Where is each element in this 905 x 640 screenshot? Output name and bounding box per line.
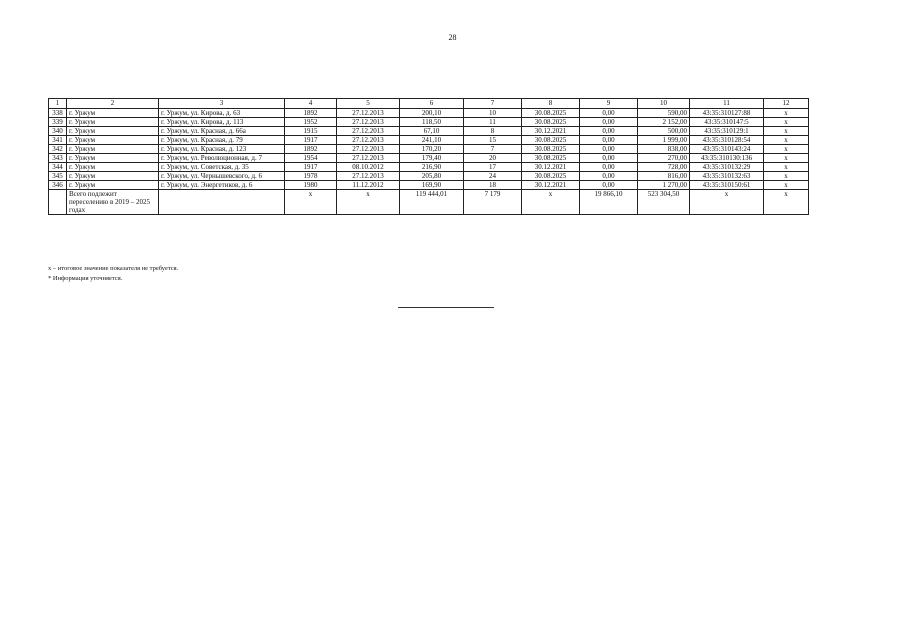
table-cell-c9: 0,00 [580, 145, 638, 154]
table-cell-cadastral: 43:35:310127:88 [690, 109, 764, 118]
table-cell-date: 27.12.2013 [337, 145, 400, 154]
table-cell-residents: 10 [464, 109, 522, 118]
table-cell-date: 27.12.2013 [337, 172, 400, 181]
table-cell-date: 27.12.2013 [337, 136, 400, 145]
table-cell-area: 118,50 [400, 118, 464, 127]
table-cell-year: 1892 [285, 109, 337, 118]
table-cell-c12: х [764, 163, 809, 172]
table-cell-date: 08.10.2012 [337, 163, 400, 172]
table-cell-c12: х [764, 127, 809, 136]
table-cell-residents: 8 [464, 127, 522, 136]
table-cell-cadastral: 43:35:310130:136 [690, 154, 764, 163]
column-header: 5 [337, 99, 400, 109]
table-cell-c10: 838,00 [638, 145, 690, 154]
column-header: 6 [400, 99, 464, 109]
table-cell-address: г. Уржум, ул. Красная, д. 66а [159, 127, 285, 136]
total-index-cell [49, 190, 67, 215]
table-cell-c9: 0,00 [580, 181, 638, 190]
table-cell-address: г. Уржум, ул. Красная, д. 123 [159, 145, 285, 154]
total-cell: 119 444,01 [400, 190, 464, 215]
table-row [49, 172, 809, 181]
table-cell-c10: 1 999,00 [638, 136, 690, 145]
total-row [49, 190, 809, 215]
table-cell-n: 342 [49, 145, 67, 154]
footnote: х – итоговое значение показателя не требуется. [48, 265, 179, 272]
table-cell-residents: 7 [464, 145, 522, 154]
table-cell-address: г. Уржум, ул. Кирова, д. 63 [159, 109, 285, 118]
table-cell-n: 344 [49, 163, 67, 172]
table-cell-residents: 20 [464, 154, 522, 163]
table-cell-address: г. Уржум, ул. Чернышевского, д. 6 [159, 172, 285, 181]
table-cell-deadline: 30.12.2021 [522, 181, 580, 190]
table-cell-c12: х [764, 154, 809, 163]
table-cell-c12: х [764, 118, 809, 127]
total-cell: х [337, 190, 400, 215]
column-header: 1 [49, 99, 67, 109]
table-cell-n: 346 [49, 181, 67, 190]
table-cell-deadline: 30.08.2025 [522, 118, 580, 127]
table-cell-cadastral: 43:35:310129:1 [690, 127, 764, 136]
table-cell-c9: 0,00 [580, 136, 638, 145]
table-cell-year: 1915 [285, 127, 337, 136]
table-cell-year: 1980 [285, 181, 337, 190]
table-cell-n: 340 [49, 127, 67, 136]
table-cell-city: г. Уржум [67, 163, 159, 172]
total-cell: 7 179 [464, 190, 522, 215]
table-cell-year: 1954 [285, 154, 337, 163]
footnote: * Информация уточняется. [48, 275, 123, 282]
table-cell-n: 345 [49, 172, 67, 181]
table-cell-city: г. Уржум [67, 154, 159, 163]
table-cell-n: 343 [49, 154, 67, 163]
total-cell: х [764, 190, 809, 215]
total-empty-cell [159, 190, 285, 215]
table-cell-residents: 24 [464, 172, 522, 181]
table-cell-cadastral: 43:35:310147:5 [690, 118, 764, 127]
table-cell-area: 169,90 [400, 181, 464, 190]
column-header: 9 [580, 99, 638, 109]
table-cell-city: г. Уржум [67, 181, 159, 190]
table-cell-year: 1952 [285, 118, 337, 127]
footnotes [48, 264, 178, 284]
table-cell-area: 200,10 [400, 109, 464, 118]
table-cell-c12: х [764, 145, 809, 154]
table-cell-deadline: 30.08.2025 [522, 172, 580, 181]
table-cell-date: 27.12.2013 [337, 127, 400, 136]
table-row [49, 145, 809, 154]
table-row [49, 163, 809, 172]
table-cell-deadline: 30.08.2025 [522, 145, 580, 154]
table-cell-address: г. Уржум, ул. Революционная, д. 7 [159, 154, 285, 163]
housing-registry-table [48, 98, 809, 215]
table-cell-cadastral: 43:35:310132:29 [690, 163, 764, 172]
total-cell: 523 304,50 [638, 190, 690, 215]
table-cell-city: г. Уржум [67, 136, 159, 145]
table-cell-address: г. Уржум, ул. Кирова, д. 113 [159, 118, 285, 127]
table-cell-address: г. Уржум, ул. Советская, д. 35 [159, 163, 285, 172]
table-cell-city: г. Уржум [67, 118, 159, 127]
table-cell-n: 338 [49, 109, 67, 118]
table-cell-c9: 0,00 [580, 163, 638, 172]
table-cell-date: 27.12.2013 [337, 109, 400, 118]
table-cell-c10: 728,00 [638, 163, 690, 172]
table-cell-city: г. Уржум [67, 145, 159, 154]
table-cell-residents: 18 [464, 181, 522, 190]
table-cell-c10: 590,00 [638, 109, 690, 118]
table-cell-area: 216,90 [400, 163, 464, 172]
table-cell-date: 27.12.2013 [337, 154, 400, 163]
table-cell-area: 67,10 [400, 127, 464, 136]
table-cell-cadastral: 43:35:310150:61 [690, 181, 764, 190]
table-cell-area: 205,80 [400, 172, 464, 181]
table-row [49, 118, 809, 127]
table-row [49, 109, 809, 118]
total-cell: 19 866,10 [580, 190, 638, 215]
table-cell-c12: х [764, 136, 809, 145]
table-cell-address: г. Уржум, ул. Красная, д. 79 [159, 136, 285, 145]
table-row [49, 127, 809, 136]
total-cell: х [522, 190, 580, 215]
table-cell-city: г. Уржум [67, 127, 159, 136]
column-header: 8 [522, 99, 580, 109]
total-cell: х [690, 190, 764, 215]
end-divider [398, 307, 494, 308]
column-header: 2 [67, 99, 159, 109]
table-cell-c12: х [764, 172, 809, 181]
column-header: 12 [764, 99, 809, 109]
table-cell-area: 170,20 [400, 145, 464, 154]
table-cell-city: г. Уржум [67, 109, 159, 118]
table-cell-city: г. Уржум [67, 172, 159, 181]
table-cell-cadastral: 43:35:310132:63 [690, 172, 764, 181]
table-cell-c10: 500,00 [638, 127, 690, 136]
table-cell-residents: 15 [464, 136, 522, 145]
table-cell-residents: 11 [464, 118, 522, 127]
table-cell-deadline: 30.08.2025 [522, 109, 580, 118]
table-cell-c12: х [764, 109, 809, 118]
table-body [49, 99, 809, 215]
table-cell-area: 241,10 [400, 136, 464, 145]
table-cell-deadline: 30.08.2025 [522, 154, 580, 163]
table-cell-cadastral: 43:35:310143:24 [690, 145, 764, 154]
table-cell-c10: 816,00 [638, 172, 690, 181]
page-number: 28 [448, 33, 457, 42]
table-cell-c9: 0,00 [580, 154, 638, 163]
column-header: 4 [285, 99, 337, 109]
table-cell-c9: 0,00 [580, 109, 638, 118]
table-cell-residents: 17 [464, 163, 522, 172]
table-row [49, 136, 809, 145]
column-header: 7 [464, 99, 522, 109]
table-cell-c9: 0,00 [580, 127, 638, 136]
table-cell-area: 179,40 [400, 154, 464, 163]
column-number-row [49, 99, 809, 109]
table-cell-c9: 0,00 [580, 172, 638, 181]
table-cell-deadline: 30.08.2025 [522, 136, 580, 145]
table-cell-year: 1978 [285, 172, 337, 181]
table-cell-deadline: 30.12.2021 [522, 163, 580, 172]
table-cell-n: 339 [49, 118, 67, 127]
table-cell-year: 1917 [285, 136, 337, 145]
table-cell-cadastral: 43:35:310128:54 [690, 136, 764, 145]
table-cell-n: 341 [49, 136, 67, 145]
column-header: 11 [690, 99, 764, 109]
table-cell-c10: 2 152,00 [638, 118, 690, 127]
table-row [49, 181, 809, 190]
table-cell-c9: 0,00 [580, 118, 638, 127]
column-header: 3 [159, 99, 285, 109]
table-cell-date: 11.12.2012 [337, 181, 400, 190]
table-cell-c12: х [764, 181, 809, 190]
table-row [49, 154, 809, 163]
total-label: Всего подлежит переселению в 2019 – 2025 годах [67, 190, 159, 215]
table-cell-year: 1892 [285, 145, 337, 154]
total-cell: х [285, 190, 337, 215]
table-cell-deadline: 30.12.2021 [522, 127, 580, 136]
column-header: 10 [638, 99, 690, 109]
table-cell-year: 1917 [285, 163, 337, 172]
table-cell-c10: 1 270,00 [638, 181, 690, 190]
table-cell-c10: 270,00 [638, 154, 690, 163]
table-cell-address: г. Уржум, ул. Энергетиков, д. 6 [159, 181, 285, 190]
table-cell-date: 27.12.2013 [337, 118, 400, 127]
